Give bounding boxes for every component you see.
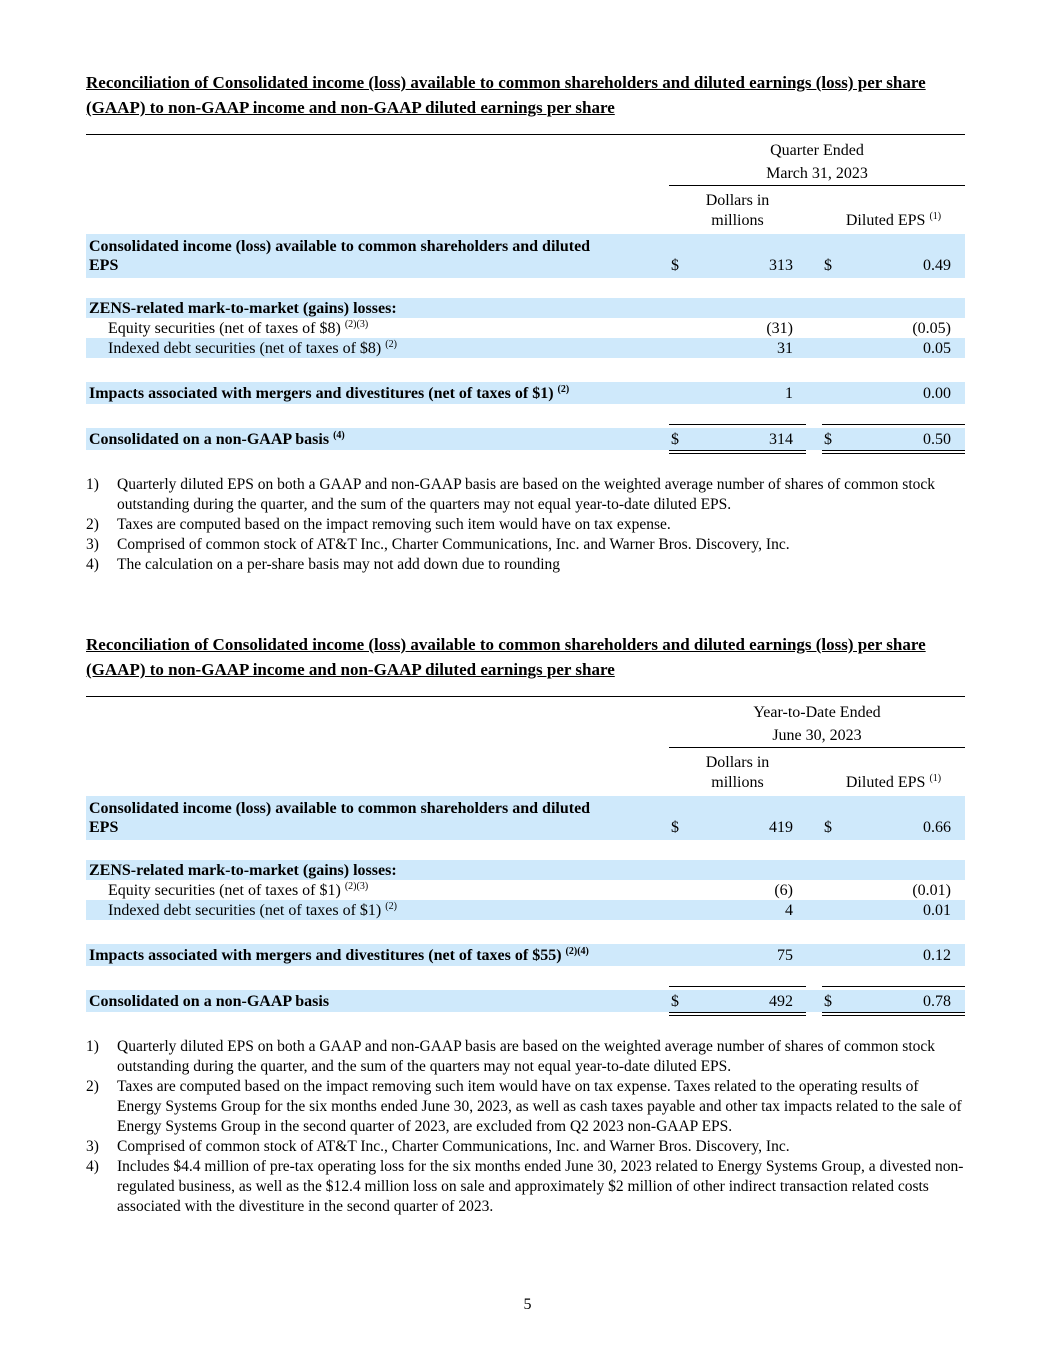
dollar-sign: $	[671, 431, 679, 448]
total-rule	[669, 986, 806, 987]
footnote-text: Includes $4.4 million of pre-tax operating loss for the six months ended June 30, 2023 related to Energy Systems Group, a divested non-regulated business, as well as the $12.4 million loss on sale and approximately $2 million of other indirect transaction related costs associated with the divestiture in the second quarter of 2023.	[117, 1158, 964, 1215]
table-top-rule	[86, 134, 965, 135]
total-rule	[822, 424, 965, 425]
footnote-number: 3)	[86, 1138, 99, 1155]
footnote-ref: (1)	[929, 211, 942, 222]
table-row	[86, 860, 965, 880]
footnote-number: 1)	[86, 476, 99, 493]
dollars-value: 31	[777, 340, 793, 357]
footnote-ref: (2)	[557, 384, 570, 395]
table-row	[86, 796, 965, 840]
footnote-text: Taxes are computed based on the impact removing such item would have on tax expense. Taxes related to the operating results of Energy Systems Group for the six months ended June 30, 2023, as well as cash taxes payable and other tax impacts related to the sale of Energy Systems Group in the second quarter of 2023, are excluded from Q2 2023 non-GAAP EPS.	[117, 1078, 962, 1135]
row-label	[108, 881, 368, 900]
dollars-value: 1	[785, 385, 793, 402]
page-number: 5	[523, 1296, 532, 1313]
row-label	[89, 430, 345, 449]
row-label	[89, 384, 569, 403]
double-rule	[822, 1012, 965, 1016]
row-label-text: Indexed debt securities (net of taxes of $1)	[108, 902, 382, 919]
period-underline	[669, 185, 965, 186]
footnote-ref: (2)	[385, 339, 397, 350]
footnotes	[86, 475, 965, 575]
section-heading: Reconciliation of Consolidated income (loss) available to common shareholders and diluted earnings (loss) per share (GAAP) to non-GAAP income and non-GAAP diluted earnings per share	[86, 73, 926, 117]
footnote-number: 1)	[86, 1038, 99, 1055]
col-eps-header-text: Diluted EPS	[845, 212, 926, 229]
footnote-ref: (1)	[929, 773, 942, 784]
row-label: Consolidated on a non-GAAP basis	[89, 993, 330, 1010]
dollars-value: 492	[769, 993, 793, 1010]
row-label	[108, 901, 397, 920]
dollar-sign: $	[824, 431, 832, 448]
col-dollars-header	[669, 191, 806, 231]
footnote-text: Taxes are computed based on the impact removing such item would have on tax expense.	[117, 516, 671, 533]
row-label-line1: Consolidated income (loss) available to common shareholders and diluted	[89, 800, 591, 817]
row-label-text: Impacts associated with mergers and divestitures (net of taxes of $1)	[89, 385, 554, 402]
row-label-text: Consolidated on a non-GAAP basis	[89, 431, 330, 448]
period-label: Year-to-Date Ended	[753, 704, 881, 721]
footnotes	[86, 1037, 965, 1217]
dollar-sign: $	[824, 993, 832, 1010]
period-label: Quarter Ended	[770, 142, 864, 159]
col-dollars-header-line1: Dollars in	[705, 754, 770, 771]
footnote-ref: (2)(3)	[344, 319, 369, 330]
footnote-text: Quarterly diluted EPS on both a GAAP and non-GAAP basis are based on the weighted average number of shares of common stock outstanding during the quarter, and the sum of the quarters may not equal year-to-date diluted EPS.	[117, 1038, 936, 1075]
eps-value: 0.05	[923, 340, 951, 357]
row-label	[89, 237, 590, 275]
eps-value: 0.49	[923, 257, 951, 274]
col-dollars-header-line2: millions	[711, 212, 764, 229]
col-eps-header	[822, 773, 965, 793]
eps-value: (0.05)	[912, 320, 951, 337]
eps-value: 0.50	[923, 431, 951, 448]
table-row	[86, 338, 965, 358]
eps-value: 0.00	[923, 385, 951, 402]
eps-value: 0.78	[923, 993, 951, 1010]
col-eps-header	[822, 211, 965, 231]
row-label-text: Impacts associated with mergers and divestitures (net of taxes of $55)	[89, 947, 562, 964]
dollars-value: (31)	[766, 320, 793, 337]
reconciliation-section-quarter	[86, 70, 965, 573]
footnote-number: 2)	[86, 516, 99, 533]
footnote-ref: (2)	[385, 901, 397, 912]
row-label	[108, 319, 368, 338]
footnote-item	[86, 475, 965, 515]
dollar-sign: $	[671, 993, 679, 1010]
table-row	[86, 298, 965, 318]
total-rule	[669, 424, 806, 425]
footnote-item	[86, 1137, 965, 1157]
footnote-item	[86, 1037, 965, 1077]
footnote-text: Comprised of common stock of AT&T Inc., Charter Communications, Inc. and Warner Bros. Discovery, Inc.	[117, 536, 790, 553]
eps-value: 0.01	[923, 902, 951, 919]
table-row	[86, 944, 965, 966]
dollars-value: 314	[769, 431, 793, 448]
row-label-text: Equity securities (net of taxes of $8)	[108, 320, 341, 337]
footnote-item	[86, 535, 965, 555]
dollar-sign: $	[671, 257, 679, 274]
row-label	[108, 339, 397, 358]
footnote-item	[86, 555, 965, 575]
eps-value: 0.66	[923, 819, 951, 836]
table-row	[86, 318, 965, 338]
row-label	[89, 946, 589, 965]
footnote-number: 3)	[86, 536, 99, 553]
footnote-ref: (2)(3)	[344, 881, 369, 892]
dollar-sign: $	[824, 819, 832, 836]
row-label-text: Indexed debt securities (net of taxes of $8)	[108, 340, 382, 357]
row-label: ZENS-related mark-to-market (gains) losses:	[89, 862, 397, 879]
row-label-line1: Consolidated income (loss) available to common shareholders and diluted	[89, 238, 591, 255]
table-row	[86, 428, 965, 450]
footnote-number: 4)	[86, 556, 99, 573]
row-label-text: Equity securities (net of taxes of $1)	[108, 882, 341, 899]
footnote-ref: (4)	[333, 430, 345, 441]
col-eps-header-text: Diluted EPS	[845, 774, 926, 791]
footnote-item	[86, 1157, 965, 1217]
row-label-line2: EPS	[89, 819, 119, 836]
footnote-text: Quarterly diluted EPS on both a GAAP and non-GAAP basis are based on the weighted average number of shares of common stock outstanding during the quarter, and the sum of the quarters may not equal year-to-date diluted EPS.	[117, 476, 936, 513]
dollars-value: 419	[769, 819, 793, 836]
period-date: March 31, 2023	[766, 165, 868, 182]
dollars-value: 313	[769, 257, 793, 274]
col-dollars-header-line2: millions	[711, 774, 764, 791]
col-dollars-header	[669, 753, 806, 793]
table-row	[86, 900, 965, 920]
total-rule	[822, 986, 965, 987]
dollars-value: (6)	[774, 882, 793, 899]
reconciliation-section-ytd	[86, 632, 965, 1215]
double-rule	[669, 450, 806, 454]
dollars-value: 75	[777, 947, 793, 964]
period-date: June 30, 2023	[772, 727, 862, 744]
eps-value: 0.12	[923, 947, 951, 964]
col-dollars-header-line1: Dollars in	[705, 192, 770, 209]
dollar-sign: $	[671, 819, 679, 836]
table-row	[86, 382, 965, 404]
footnote-item	[86, 515, 965, 535]
row-label: ZENS-related mark-to-market (gains) losses:	[89, 300, 397, 317]
double-rule	[822, 450, 965, 454]
double-rule	[669, 1012, 806, 1016]
footnote-number: 2)	[86, 1078, 99, 1095]
table-row	[86, 880, 965, 900]
row-label-line2: EPS	[89, 257, 119, 274]
table-top-rule	[86, 696, 965, 697]
dollar-sign: $	[824, 257, 832, 274]
eps-value: (0.01)	[912, 882, 951, 899]
footnote-number: 4)	[86, 1158, 99, 1175]
footnote-item	[86, 1077, 965, 1137]
table-row	[86, 234, 965, 278]
period-underline	[669, 747, 965, 748]
dollars-value: 4	[785, 902, 793, 919]
section-heading: Reconciliation of Consolidated income (loss) available to common shareholders and diluted earnings (loss) per share (GAAP) to non-GAAP income and non-GAAP diluted earnings per share	[86, 635, 926, 679]
footnote-ref: (2)(4)	[565, 946, 589, 957]
table-row	[86, 990, 965, 1012]
footnote-text: Comprised of common stock of AT&T Inc., Charter Communications, Inc. and Warner Bros. Discovery, Inc.	[117, 1138, 790, 1155]
row-label	[89, 799, 590, 837]
footnote-text: The calculation on a per-share basis may not add down due to rounding	[117, 556, 561, 573]
